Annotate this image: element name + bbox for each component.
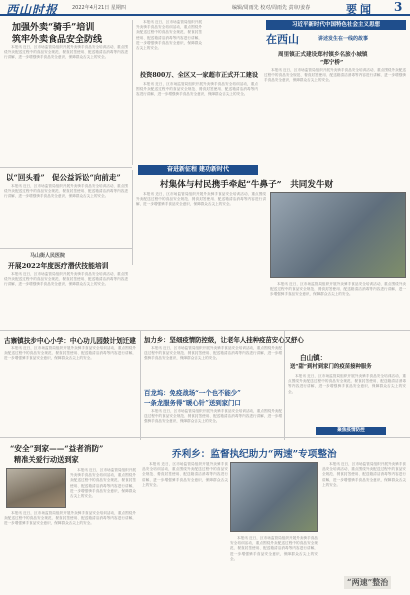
article-body: 本报讯 近日，区市场监管局组织开展外卖骑手食品安全培训活动，重点围绕外卖配送过程中的食品安全规范、餐食封签使用、配送箱清洁消毒等内容进行讲解，进一步增强骑手食品安全意识，保障群众舌尖上的安全。 xyxy=(136,192,266,207)
article-body: 本报讯 近日，区市场监管局组织开展外卖骑手食品安全培训活动，重点围绕外卖配送过程中的食品安全规范、餐食封签使用、配送箱清洁消毒等内容进行讲解，进一步增强骑手食品安全意识，保障群众舌尖上的安全。 xyxy=(70,468,136,499)
headline: 投资800万、全区又一家超市正式开工建设 xyxy=(140,72,259,79)
headline: 送“甜”到村到家门的疫苗接种服务 xyxy=(290,364,372,370)
issue-date: 2022年4月21日 星期四 xyxy=(72,5,126,11)
headline: 加力乡：坚细疫情防控级，让老年人挂种疫苗安心又舒心 xyxy=(144,336,304,344)
news-photo xyxy=(270,192,406,278)
section-name: 要闻 xyxy=(346,3,374,16)
row-divider xyxy=(0,248,132,249)
row-divider xyxy=(0,167,132,168)
kicker: 白山镇： xyxy=(300,354,327,362)
article-body: 本报讯 近日，区市场监管局组织开展外卖骑手食品安全培训活动，重点围绕外卖配送过程中的食品安全规范、餐食封签使用、配送箱清洁消毒等内容进行讲解，进一步增强骑手食品安全意识，保障群众舌尖上的安全。 xyxy=(142,462,228,487)
article-body: 本报讯 近日，区市场监管局组织开展外卖骑手食品安全培训活动，重点围绕外卖配送过程中的食品安全规范、餐食封签使用、配送箱清洁消毒等内容进行讲解，进一步增强骑手食品安全意识，保障群众舌尖上的安全。 xyxy=(4,45,128,60)
article-body: 本报讯 近日，区市场监管局组织开展外卖骑手食品安全培训活动，重点围绕外卖配送过程中的食品安全规范、餐食封签使用、配送箱清洁消毒等内容进行讲解，进一步增强骑手食品安全意识，保障群众舌尖上的安全。 xyxy=(4,511,136,526)
subheadline: “郑宁桥” xyxy=(320,60,344,66)
row-divider xyxy=(0,437,410,438)
headline: 百龙坞：免疫战场“一个也不能少” xyxy=(144,389,241,397)
page-number: 3 xyxy=(394,0,403,14)
article-body: 本报讯 近日，区市场监管局组织开展外卖骑手食品安全培训活动，重点围绕外卖配送过程中的食品安全规范、餐食封签使用、配送箱清洁消毒等内容进行讲解，进一步增强骑手食品安全意识，保障群众舌尖上的安全。 xyxy=(144,346,282,361)
headline: 精准关爱行动送到家 xyxy=(14,455,79,464)
kicker: 马山街人民医院 xyxy=(30,253,66,259)
headline: 以“回头看” xyxy=(6,173,45,182)
news-photo xyxy=(6,468,66,508)
headline: “安全”到家——“益者消防” xyxy=(10,444,104,453)
headline: 古寨镇扶步中心小学：中心功儿园鼓计划迁建 xyxy=(4,337,136,345)
article-body: 本报讯 近日，区市场监管局组织开展外卖骑手食品安全培训活动，重点围绕外卖配送过程中的食品安全规范、餐食封签使用、配送箱清洁消毒等内容进行讲解，进一步增强骑手食品安全意识，保障群众舌尖上的安全。 xyxy=(264,68,406,83)
article-body: 本报讯 近日，区市场监管局组织开展外卖骑手食品安全培训活动，重点围绕外卖配送过程中的食品安全规范、餐食封签使用、配送箱清洁消毒等内容进行讲解，进一步增强骑手食品安全意识，保障群众舌尖上的安全。 xyxy=(4,346,136,361)
article-body: 本报讯 近日，区市场监管局组织开展外卖骑手食品安全培训活动，重点围绕外卖配送过程中的食品安全规范、餐食封签使用、配送箱清洁消毒等内容进行讲解，进一步增强骑手食品安全意识，保障群众舌尖上的安全。 xyxy=(322,462,406,487)
article-body: 本报讯 近日，区市场监管局组织开展外卖骑手食品安全培训活动，重点围绕外卖配送过程中的食品安全规范、餐食封签使用、配送箱清洁消毒等内容进行讲解，进一步增强骑手食品安全意识，保障群众舌尖上的安全。 xyxy=(136,20,202,51)
feature-kicker: 在西山 xyxy=(266,33,299,46)
editor-credits: 编辑/周雨先 校对/周雨先 责审/姜春 xyxy=(232,5,311,11)
column-divider xyxy=(132,20,133,165)
article-body: 本报讯 近日，区市场监管局组织开展外卖骑手食品安全培训活动，重点围绕外卖配送过程中的食品安全规范、餐食封签使用、配送箱清洁消毒等内容进行讲解，进一步增强骑手食品安全意识，保障群众舌尖上的安全。 xyxy=(230,536,318,561)
section-banner: 聚焦疫情防控 xyxy=(316,427,386,435)
headline: 乔利乡：监督执纪助力“两速”专项整治 xyxy=(172,449,337,460)
article-body: 本报讯 近日，区市场监管局组织开展外卖骑手食品安全培训活动，重点围绕外卖配送过程中的食品安全规范、餐食封签使用、配送箱清洁消毒等内容进行讲解，进一步增强骑手食品安全意识，保障群众舌尖上的安全。 xyxy=(288,374,406,394)
news-photo xyxy=(230,462,318,532)
section-banner: 奋进新征程 建功新时代 xyxy=(138,165,258,175)
feature-tagline: 讲述发生在一线的故事 xyxy=(318,36,369,42)
headline: 加强外卖“骑手”培训 xyxy=(12,23,95,33)
headline: 开展2022年度医疗潜伏技能培训 xyxy=(8,262,109,270)
column-divider xyxy=(132,170,133,265)
headline: 筑牢外卖食品安全防线 xyxy=(12,35,103,45)
subheadline: 周里镇正式建设郑村镇乡名旅小城镇 xyxy=(278,52,368,58)
column-divider xyxy=(284,330,285,440)
article-body: 本报讯 近日，区市场监管局组织开展外卖骑手食品安全培训活动，重点围绕外卖配送过程中的食品安全规范、餐食封签使用、配送箱清洁消毒等内容进行讲解，进一步增强骑手食品安全意识，保障群众舌尖上的安全。 xyxy=(4,184,128,199)
headline: 村集体与村民携手牵起“牛鼻子” 共同发牛财 xyxy=(160,180,334,190)
masthead xyxy=(0,0,410,16)
article-body: 本报讯 近日，区市场监管局组织开展外卖骑手食品安全培训活动，重点围绕外卖配送过程中的食品安全规范、餐食封签使用、配送箱清洁消毒等内容进行讲解，进一步增强骑手食品安全意识，保障群众舌尖上的安全。 xyxy=(4,272,128,287)
feature-banner: 习近平新时代中国特色社会主义思想 xyxy=(266,20,406,30)
headline: 促公益诉讼“向前走” xyxy=(52,173,121,182)
article-body: 本报讯 近日，区市场监管局组织开展外卖骑手食品安全培训活动，重点围绕外卖配送过程中的食品安全规范、餐食封签使用、配送箱清洁消毒等内容进行讲解，进一步增强骑手食品安全意识，保障群众舌尖上的安全。 xyxy=(270,282,406,297)
article-body: 本报讯 近日，区市场监管局组织开展外卖骑手食品安全培训活动，重点围绕外卖配送过程中的食品安全规范、餐食封签使用、配送箱清洁消毒等内容进行讲解，进一步增强骑手食品安全意识，保障群众舌尖上的安全。 xyxy=(136,82,258,97)
article-body: 本报讯 近日，区市场监管局组织开展外卖骑手食品安全培训活动，重点围绕外卖配送过程中的食品安全规范、餐食封签使用、配送箱清洁消毒等内容进行讲解，进一步增强骑手食品安全意识，保障群众舌尖上的安全。 xyxy=(144,409,282,424)
column-divider xyxy=(140,330,141,440)
newspaper-logo: 西山时报 xyxy=(6,3,59,17)
row-divider xyxy=(0,330,410,331)
headline: 一条龙服务得“暖心针”送到家门口 xyxy=(144,399,241,407)
corner-tag: “两速”整治 xyxy=(344,576,391,589)
